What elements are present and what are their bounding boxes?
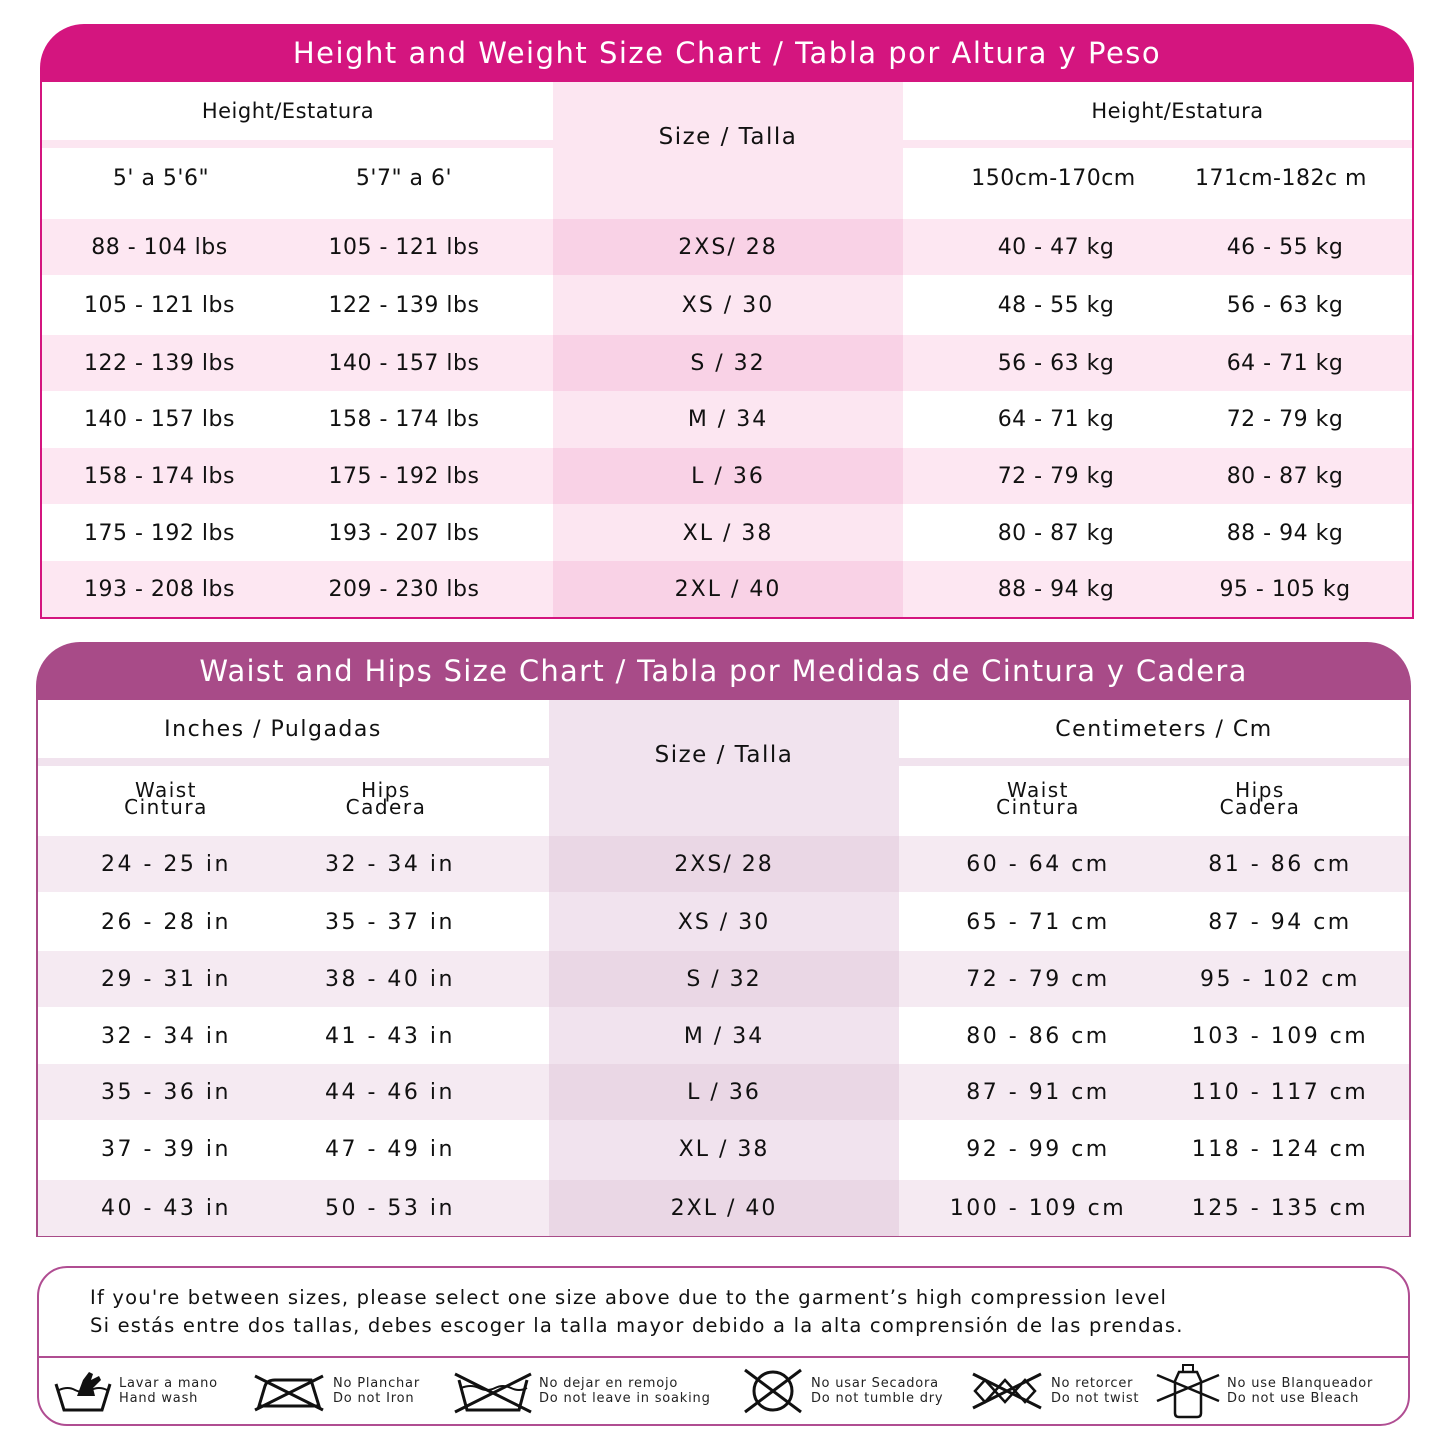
weight-lbs-short: 140 - 157 lbs	[84, 406, 235, 432]
waist-hips-chart-title: Waist and Hips Size Chart / Tabla por Medidas de Cintura y Cadera	[36, 642, 1411, 700]
care-label: No retorcer	[1051, 1376, 1134, 1391]
weight-kg-short: 40 - 47 kg	[997, 234, 1115, 260]
care-no-tumble-dry	[741, 1362, 943, 1420]
care-no-iron	[251, 1362, 420, 1420]
divider	[39, 1356, 1408, 1358]
left-height-range-1: 5' a 5'6"	[112, 165, 210, 191]
care-label: No use Blanqueador	[1227, 1376, 1374, 1391]
sizing-note-english: If you're between sizes, please select one size above due to the garment’s high compression level	[90, 1286, 1168, 1309]
table-row	[42, 277, 1412, 333]
hips-inches: 41 - 43 in	[325, 1023, 455, 1049]
hips-inches: 47 - 49 in	[325, 1136, 455, 1162]
weight-lbs-tall: 193 - 207 lbs	[328, 520, 480, 546]
table-row	[38, 836, 1409, 892]
sizing-note-box	[37, 1266, 1410, 1426]
weight-kg-tall: 80 - 87 kg	[1226, 463, 1344, 489]
no-tumble-dry-icon	[741, 1366, 805, 1416]
weight-lbs-tall: 140 - 157 lbs	[328, 350, 480, 376]
size-label: L / 36	[691, 463, 765, 489]
weight-lbs-tall: 105 - 121 lbs	[328, 234, 480, 260]
sizing-note-spanish: Si estás entre dos tallas, debes escoger la talla mayor debido a la alta comprensión de las prendas.	[90, 1314, 1184, 1337]
size-label: 2XL / 40	[674, 576, 782, 602]
size-label: L / 36	[687, 1079, 761, 1105]
hips-cm: 125 - 135 cm	[1191, 1195, 1369, 1221]
care-no-soak	[453, 1362, 711, 1420]
table-row	[38, 951, 1409, 1007]
care-label-en: Do not twist	[1051, 1391, 1140, 1406]
weight-kg-tall: 46 - 55 kg	[1226, 234, 1344, 260]
inches-hips-label: Hips Cadera	[345, 778, 427, 819]
weight-lbs-tall: 158 - 174 lbs	[328, 406, 480, 432]
weight-kg-short: 72 - 79 kg	[997, 463, 1115, 489]
size-label: 2XL / 40	[670, 1195, 778, 1221]
hips-cm: 95 - 102 cm	[1200, 966, 1360, 992]
weight-lbs-tall: 209 - 230 lbs	[328, 576, 480, 602]
care-label-en: Do not leave in soaking	[539, 1391, 711, 1406]
weight-kg-tall: 88 - 94 kg	[1226, 520, 1344, 546]
waist-cm: 92 - 99 cm	[966, 1136, 1110, 1162]
hips-cm: 87 - 94 cm	[1208, 909, 1352, 935]
table-row	[42, 561, 1412, 617]
table-row	[42, 219, 1412, 275]
right-height-range-1: 150cm-170cm	[971, 165, 1136, 191]
table-row	[42, 391, 1412, 447]
waist-hips-size-chart	[36, 642, 1411, 1237]
inches-header: Inches / Pulgadas	[164, 716, 382, 742]
care-no-wring	[969, 1362, 1139, 1420]
table-row	[42, 335, 1412, 391]
weight-lbs-short: 122 - 139 lbs	[84, 350, 235, 376]
size-label: XS / 30	[677, 909, 771, 935]
weight-lbs-short: 175 - 192 lbs	[84, 520, 235, 546]
height-weight-chart-title: Height and Weight Size Chart / Tabla por Altura y Peso	[40, 24, 1414, 82]
weight-kg-tall: 64 - 71 kg	[1226, 350, 1344, 376]
weight-lbs-short: 88 - 104 lbs	[91, 234, 228, 260]
waist-cm: 72 - 79 cm	[966, 966, 1110, 992]
weight-kg-short: 80 - 87 kg	[997, 520, 1115, 546]
care-label-en: Hand wash	[119, 1391, 199, 1406]
size-label: S / 32	[690, 350, 766, 376]
hips-inches: 38 - 40 in	[325, 966, 455, 992]
size-label: XL / 38	[678, 1136, 770, 1162]
inches-waist-label: Waist Cintura	[124, 778, 208, 819]
hips-cm: 81 - 86 cm	[1208, 851, 1352, 877]
size-label: XS / 30	[681, 292, 775, 318]
weight-kg-short: 88 - 94 kg	[997, 576, 1115, 602]
weight-kg-short: 48 - 55 kg	[997, 292, 1115, 318]
size-label: M / 34	[687, 406, 769, 432]
waist-cm: 80 - 86 cm	[966, 1023, 1110, 1049]
hips-cm: 103 - 109 cm	[1191, 1023, 1369, 1049]
weight-lbs-tall: 175 - 192 lbs	[328, 463, 480, 489]
waist-cm: 87 - 91 cm	[966, 1079, 1110, 1105]
care-label-en: Do not Iron	[333, 1391, 415, 1406]
waist-inches: 29 - 31 in	[101, 966, 231, 992]
weight-kg-tall: 56 - 63 kg	[1226, 292, 1344, 318]
care-label: No usar Secadora	[811, 1376, 939, 1391]
waist-inches: 35 - 36 in	[101, 1079, 231, 1105]
table-row	[38, 1064, 1409, 1120]
weight-lbs-short: 158 - 174 lbs	[84, 463, 235, 489]
cm-waist-label: Waist Cintura	[996, 778, 1080, 819]
care-no-bleach	[1155, 1362, 1373, 1420]
size-header: Size / Talla	[658, 124, 798, 150]
centimeters-header: Centimeters / Cm	[1055, 716, 1273, 742]
hips-inches: 44 - 46 in	[325, 1079, 455, 1105]
size-label: XL / 38	[682, 520, 774, 546]
waist-cm: 60 - 64 cm	[966, 851, 1110, 877]
left-height-header: Height/Estatura	[201, 99, 375, 123]
waist-inches: 37 - 39 in	[101, 1136, 231, 1162]
hips-inches: 50 - 53 in	[325, 1195, 455, 1221]
no-iron-icon	[251, 1368, 327, 1414]
care-label-en: Do not tumble dry	[811, 1391, 944, 1406]
size-label: M / 34	[683, 1023, 765, 1049]
table-row	[38, 1121, 1409, 1177]
cm-hips-label: Hips Cadera	[1219, 778, 1301, 819]
right-height-range-2: 171cm-182c m	[1195, 165, 1367, 191]
care-hand-wash	[53, 1362, 218, 1420]
no-soak-icon	[453, 1368, 533, 1414]
size-label: 2XS/ 28	[678, 234, 778, 260]
weight-lbs-short: 105 - 121 lbs	[84, 292, 235, 318]
table-row	[42, 505, 1412, 561]
left-height-range-2: 5'7" a 6'	[355, 165, 453, 191]
waist-inches: 24 - 25 in	[101, 851, 231, 877]
care-label: Lavar a mano	[119, 1376, 218, 1391]
size-header: Size / Talla	[654, 742, 794, 768]
hips-inches: 35 - 37 in	[325, 909, 455, 935]
weight-lbs-short: 193 - 208 lbs	[84, 576, 235, 602]
weight-kg-tall: 95 - 105 kg	[1219, 576, 1351, 602]
care-label-en: Do not use Bleach	[1227, 1391, 1360, 1406]
table-row	[42, 448, 1412, 504]
hips-cm: 110 - 117 cm	[1191, 1079, 1369, 1105]
no-bleach-icon	[1155, 1363, 1221, 1419]
waist-inches: 32 - 34 in	[101, 1023, 231, 1049]
table-row	[38, 894, 1409, 950]
height-weight-size-chart	[40, 24, 1414, 619]
right-height-header: Height/Estatura	[1091, 99, 1264, 123]
table-row	[38, 1008, 1409, 1064]
weight-kg-short: 64 - 71 kg	[997, 406, 1115, 432]
weight-lbs-tall: 122 - 139 lbs	[328, 292, 480, 318]
hips-inches: 32 - 34 in	[325, 851, 455, 877]
size-label: S / 32	[686, 966, 762, 992]
table-row	[38, 1180, 1409, 1236]
weight-kg-short: 56 - 63 kg	[997, 350, 1115, 376]
weight-kg-tall: 72 - 79 kg	[1226, 406, 1344, 432]
waist-cm: 65 - 71 cm	[966, 909, 1110, 935]
no-wring-icon	[969, 1368, 1045, 1414]
waist-inches: 40 - 43 in	[101, 1195, 231, 1221]
hand-wash-icon	[53, 1368, 113, 1414]
hips-cm: 118 - 124 cm	[1191, 1136, 1369, 1162]
care-label: No Planchar	[333, 1376, 420, 1391]
size-label: 2XS/ 28	[674, 851, 774, 877]
waist-inches: 26 - 28 in	[101, 909, 231, 935]
waist-cm: 100 - 109 cm	[949, 1195, 1127, 1221]
care-label: No dejar en remojo	[539, 1376, 679, 1391]
